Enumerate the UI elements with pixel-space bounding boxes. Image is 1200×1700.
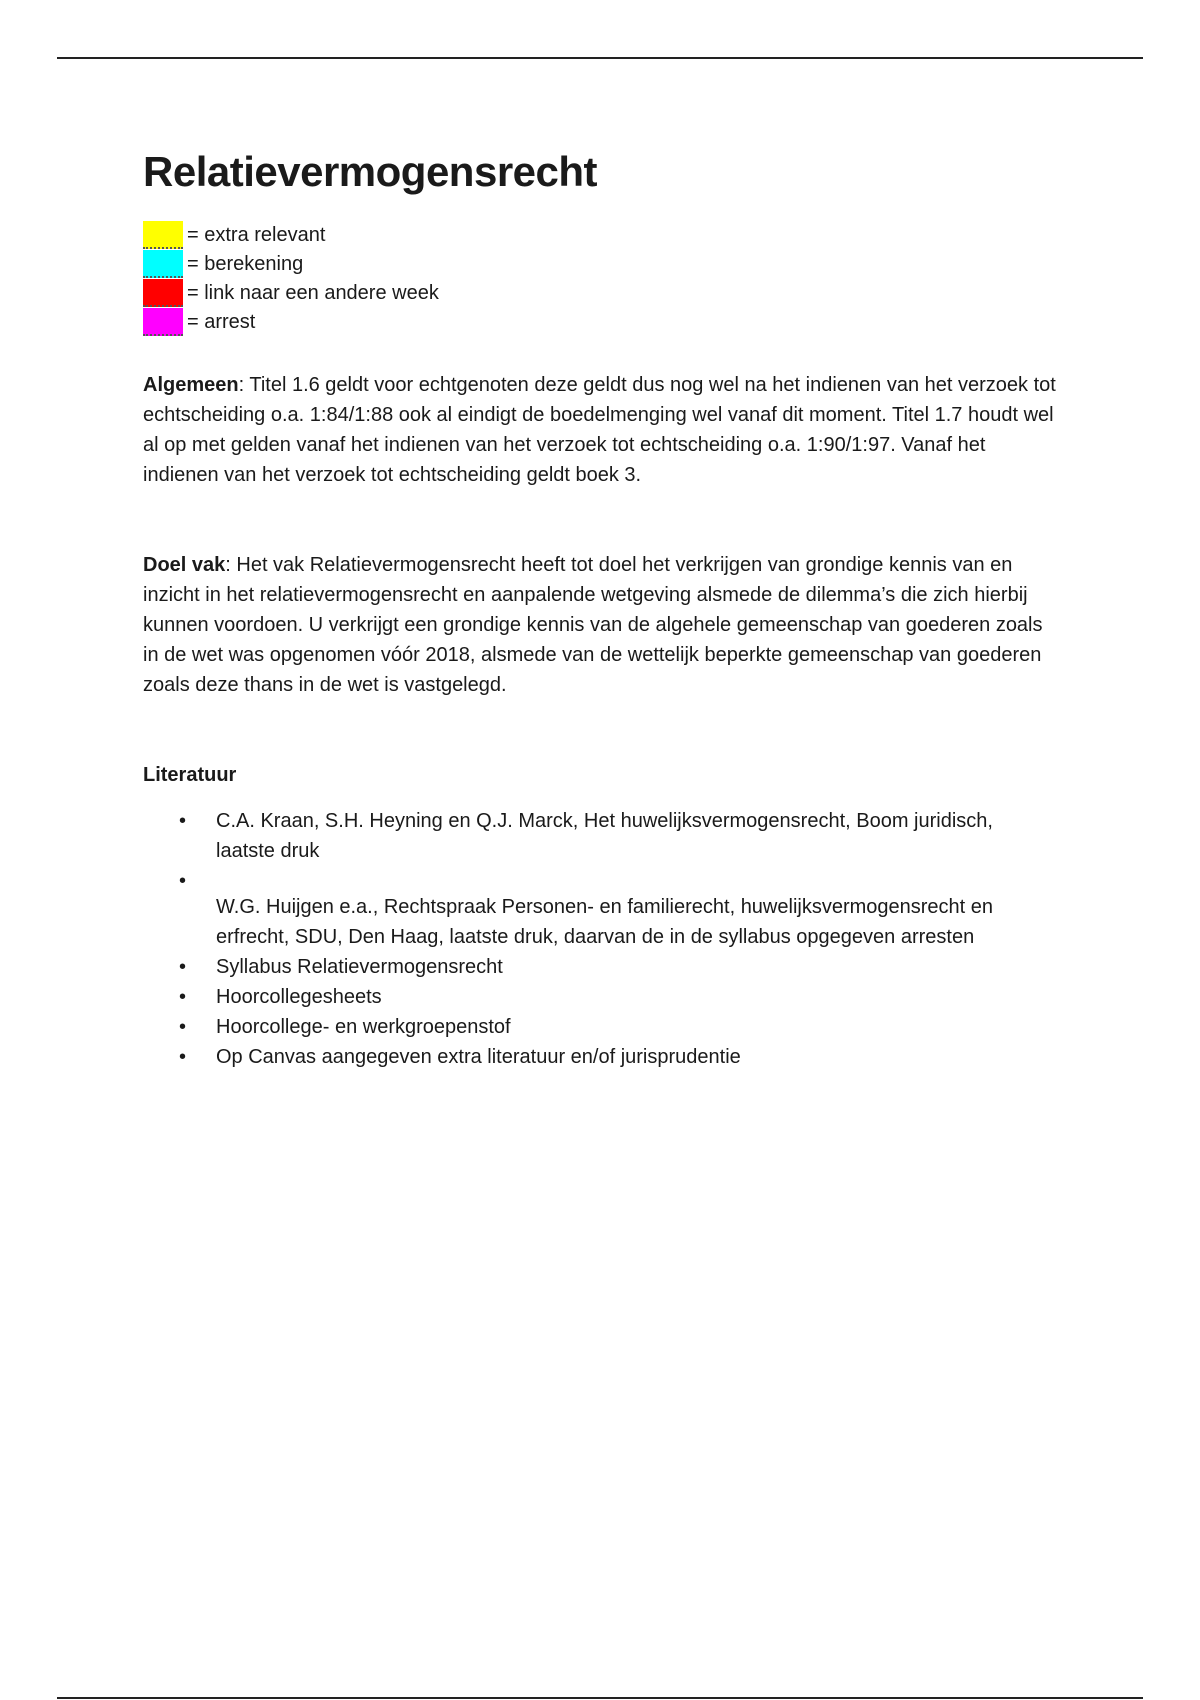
list-item — [143, 806, 996, 866]
list-item — [143, 892, 996, 952]
legend-label: = arrest — [187, 310, 256, 333]
bullet-icon: • — [179, 1016, 187, 1038]
bullet-icon: • — [179, 810, 187, 832]
document-body — [143, 146, 1063, 1072]
bullet-icon: • — [179, 870, 187, 892]
legend-swatch-cyan — [143, 250, 183, 278]
literatuur-list — [143, 806, 1063, 1072]
bullet-icon: • — [179, 986, 187, 1008]
bullet-icon: • — [179, 1046, 187, 1068]
list-item-text: Hoorcollege- en werkgroepenstof — [216, 1016, 511, 1038]
doel-vak-paragraph — [143, 550, 1063, 700]
legend-item-berekening — [143, 249, 1063, 278]
list-item-text: Syllabus Relatievermogensrecht — [216, 956, 503, 978]
legend-label: = extra relevant — [187, 223, 326, 246]
list-item — [143, 1042, 996, 1072]
legend-item-link — [143, 278, 1063, 307]
list-item-text: Op Canvas aangegeven extra literatuur en/of jurisprudentie — [216, 1046, 741, 1068]
list-item-text: C.A. Kraan, S.H. Heyning en Q.J. Marck, Het huwelijksvermogensrecht, Boom juridisch, laatste druk — [216, 810, 993, 862]
legend-label: = link naar een andere week — [187, 281, 439, 304]
bullet-icon: • — [179, 956, 187, 978]
list-item-text: W.G. Huijgen e.a., Rechtspraak Personen- en familierecht, huwelijksvermogensrecht en erfrecht, SDU, Den Haag, laatste druk, daarvan de in de syllabus opgegeven arresten — [216, 896, 994, 948]
footer-rule — [57, 1697, 1143, 1699]
document-title: Relatievermogensrecht — [143, 148, 598, 195]
legend-swatch-yellow — [143, 221, 183, 249]
legend-label: = berekening — [187, 252, 304, 275]
list-item — [143, 1012, 996, 1042]
legend-item-extra-relevant — [143, 220, 1063, 249]
legend-swatch-magenta — [143, 308, 183, 336]
color-legend — [143, 220, 1063, 336]
header-rule — [57, 57, 1143, 59]
list-item — [143, 982, 996, 1012]
algemeen-label: Algemeen — [143, 374, 239, 396]
list-item — [143, 952, 996, 982]
algemeen-text: : Titel 1.6 geldt voor echtgenoten deze geldt dus nog wel na het indienen van het verzoek tot echtscheiding o.a. 1:84/1:88 ook al eindigt de boedelmenging wel vanaf dit moment. Titel 1.7 houdt wel al op met gelden vanaf het indienen van het verzoek tot echtscheiding o.a. 1:90/1:97. Vanaf het indienen van het verzoek tot echtscheiding geldt boek 3. — [143, 374, 1056, 486]
literatuur-heading: Literatuur — [143, 764, 237, 786]
list-item-text: Hoorcollegesheets — [216, 986, 382, 1008]
legend-swatch-red — [143, 279, 183, 307]
algemeen-paragraph — [143, 370, 1063, 490]
doel-vak-text: : Het vak Relatievermogensrecht heeft tot doel het verkrijgen van grondige kennis van en inzicht in het relatievermogensrecht en aanpalende wetgeving alsmede de dilemma’s die zich hierbij kunnen voordoen. U verkrijgt een grondige kennis van de algehele gemeenschap van goederen zoals in de wet was opgenomen vóór 2018, alsmede van de wettelijk beperkte gemeenschap van goederen zoals deze thans in de wet is vastgelegd. — [143, 554, 1043, 696]
doel-vak-label: Doel vak — [143, 554, 226, 576]
legend-item-arrest — [143, 307, 1063, 336]
